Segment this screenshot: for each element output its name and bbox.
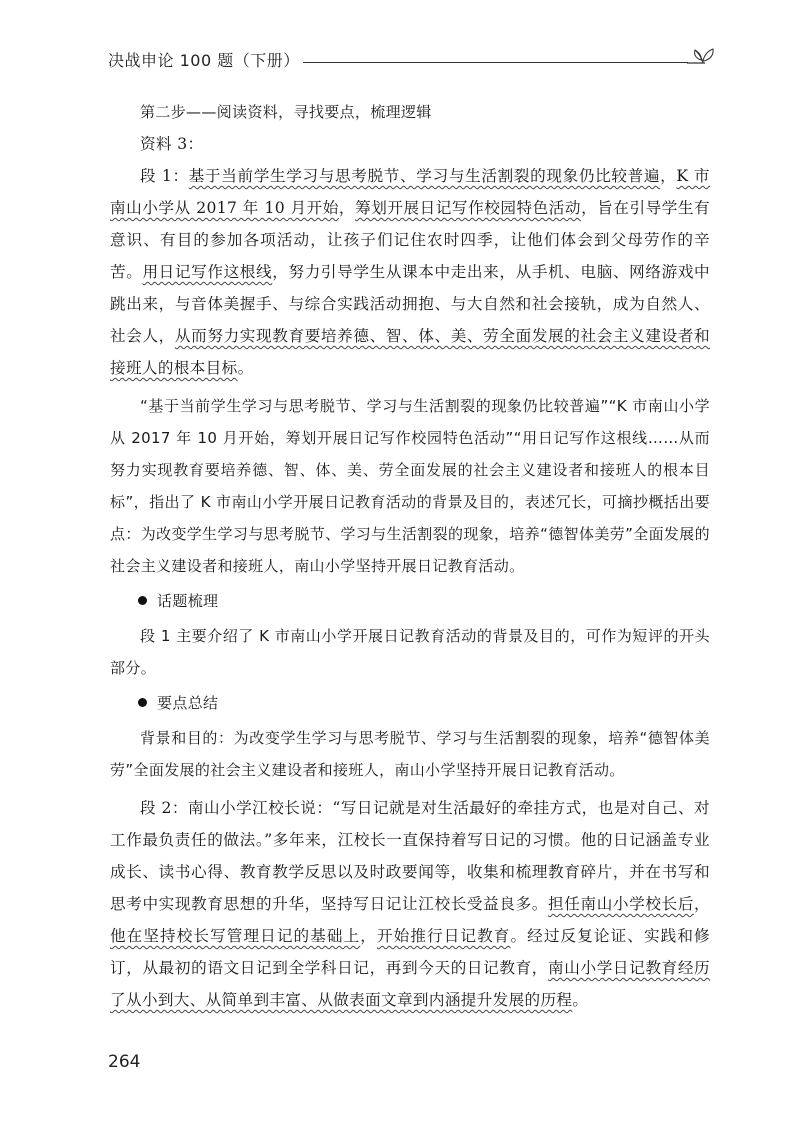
text-run: 南山小学江校长说：“写日记就是对生活最好的牵挂方式，也是对自己、对工作最负责任的做法。”多年来，江校长一直保持着写日记的习惯。他的日记涵盖专业成长、读书心得、教育教学反思以及时政要闻等，收集和梳理教育碎片，并在书写和思考中实现教育思想的升华，坚持写日记让江校长受益良多。 bbox=[110, 799, 710, 913]
text-run: 。经过反复论证、实践和修订，从最初的语文日记到全学科日记，再到今天的日记教育， bbox=[110, 927, 710, 977]
material-label: 资料 3： bbox=[140, 135, 204, 153]
text-run: ，旨在引导学生有意识、有目的参加各项活动，让孩子们记住农时四季，让他们体会到父母劳作的辛苦。 bbox=[110, 199, 710, 281]
underlined-phrase: 从而努力实现教育要培养德、智、体、美、劳全面发展的社会主义建设者和接班人的根本目标 bbox=[110, 327, 710, 377]
material-paragraph-1 bbox=[110, 160, 710, 384]
topic-heading-text: 话题梳理 bbox=[157, 592, 219, 610]
topic-paragraph: 段 1 主要介绍了 K 市南山小学开展日记教育活动的背景及目的，可作为短评的开头部分。 bbox=[110, 627, 710, 677]
bullet-icon bbox=[138, 698, 147, 707]
text-run: ， bbox=[360, 927, 377, 945]
header-rule bbox=[303, 62, 688, 63]
text-run: ， bbox=[694, 895, 710, 913]
underlined-phrase: 开始推行日记教育 bbox=[376, 927, 511, 945]
text-run: ，努力引导学生从课本中走出来，从手机、电脑、网络游戏中跳出来，与音体美握手、与综合实践活动拥抱、与大自然和社会接轨，成为自然人、社会人， bbox=[110, 263, 710, 345]
underlined-phrase: K 市南山小学从 2017 年 10 月开始 bbox=[110, 167, 710, 217]
summary-heading-text: 要点总结 bbox=[157, 694, 219, 712]
paragraph-label: 段 2： bbox=[140, 799, 188, 817]
sprout-icon bbox=[683, 44, 719, 70]
underlined-phrase: 基于当前学生学习与思考脱节、学习与生活割裂的现象仍比较普遍 bbox=[188, 167, 661, 185]
underlined-phrase: 他在坚持校长写管理日记的基础上 bbox=[110, 927, 361, 945]
underlined-phrase: 用日记写作这根线 bbox=[142, 263, 273, 281]
underlined-phrase: 筹划开展日记写作校园特色活动 bbox=[355, 199, 582, 217]
summary-paragraph: 背景和目的：为改变学生学习与思考脱节、学习与生活割裂的现象，培养“德智体美劳”全面发展的社会主义建设者和接班人，南山小学坚持开展日记教育活动。 bbox=[110, 729, 710, 779]
summary-heading bbox=[110, 687, 710, 719]
page-content bbox=[110, 96, 710, 1016]
text-run: ， bbox=[338, 199, 356, 217]
material-paragraph-2 bbox=[110, 792, 710, 1016]
running-header bbox=[108, 44, 718, 74]
underlined-phrase: 南山小学日记教育经历了从小到大、从简单到丰富、从做表面文章到内涵提升发展的历程 bbox=[110, 959, 710, 1009]
bullet-icon bbox=[138, 596, 147, 605]
analysis-paragraph: “基于当前学生学习与思考脱节、学习与生活割裂的现象仍比较普遍”“K 市南山小学从 2017 年 10 月开始，筹划开展日记写作校园特色活动”“用日记写作这根线……从而努力实现教育要培养德、智、体、美、劳全面发展的社会主义建设者和接班人的根本目标”，指出了 K 市南山小学开展日记教育活动的背景及目的，表述冗长，可摘抄概括出要点：为改变学生学习与思考脱节、学习与生活割裂的现象，培养“德智体美劳”全面发展的社会主义建设者和接班人，南山小学坚持开展日记教育活动。 bbox=[110, 397, 710, 575]
step-heading: 第二步——阅读资料，寻找要点，梳理逻辑 bbox=[140, 103, 432, 121]
text-run: 。 bbox=[572, 991, 589, 1009]
underlined-phrase: 担任南山小学校长后 bbox=[548, 895, 695, 913]
paragraph-label: 段 1： bbox=[140, 167, 189, 185]
header-title: 决战申论 100 题（下册） bbox=[108, 51, 300, 70]
topic-heading bbox=[110, 585, 710, 617]
text-run: 。 bbox=[237, 359, 254, 377]
text-run: ， bbox=[660, 167, 677, 185]
page-number: 264 bbox=[108, 1052, 141, 1072]
